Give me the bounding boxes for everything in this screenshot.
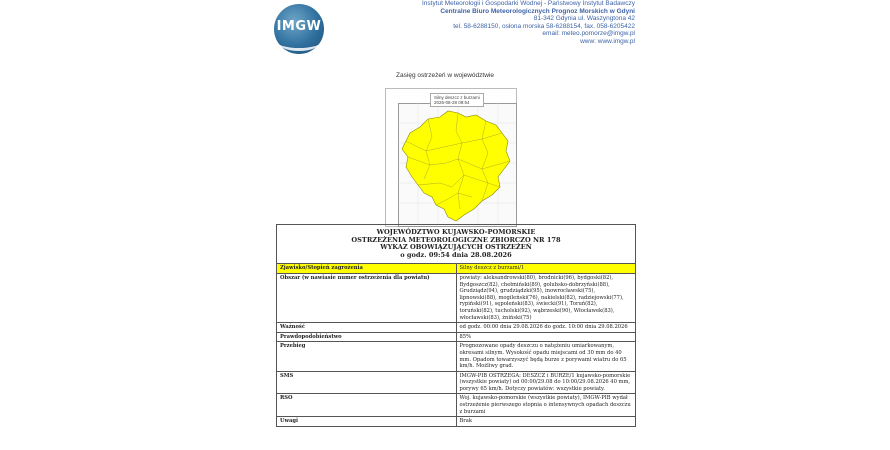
map-legend-timestamp: 2026-08-28 09:54 — [434, 100, 470, 105]
header-line-institute: Instytut Meteorologii i Gospodarki Wodnej - Państwowy Instytut Badawczy — [421, 0, 635, 7]
rso-value: Woj. kujawsko-pomorskie (wszystkie powiaty), IMGW-PIB wydał ostrzeżenie pierwszego stopnia o intensywnych opadach deszczu z burzami — [456, 394, 636, 417]
sms-value: IMGW-PIB OSTRZEGA: DESZCZ i BURZE/1 kujawsko-pomorskie (wszystkie powiaty) od 00:00/29.08 do 10:00/29.08.2026 40 mm, porywy 65 km/h. Dotyczy powiatów: wszystkie powiaty. — [456, 371, 636, 394]
map-legend — [430, 93, 484, 107]
logo-arc — [278, 34, 320, 51]
imgw-logo — [274, 4, 324, 54]
header-line-bureau: Centralne Biuro Meteorologicznych Prognoz Morskich w Gdyni — [440, 7, 635, 15]
validity-row — [277, 323, 636, 333]
warning-map — [398, 103, 515, 225]
course-label: Przebieg — [277, 342, 457, 371]
bulletin-title — [277, 225, 636, 264]
bulletin-title-list: WYKAZ OBOWIĄZUJĄCYCH OSTRZEŻEŃ — [380, 243, 532, 252]
hazard-row — [277, 264, 636, 274]
logo-text: IMGW — [276, 19, 322, 34]
course-row — [277, 342, 636, 371]
area-value: powiaty: aleksandrowski(80), brodnicki(96), bydgoski(82), Bydgoszcz(82), chełmiński(89), golubsko-dobrzyński(88), Grudziądz(94), grudziądzki(95), inowrocławski(75), lipnowski(88), mogileński(76), nakielski(82), radziejowski(77), rypiński(91), sępoleński(83), świecki(91), Toruń(82), toruński(82), tucholski(92), wąbrzeski(90), Włocławek(83), włocławski(83), żniński(75) — [456, 273, 636, 322]
probability-value: 85% — [456, 332, 636, 342]
probability-row — [277, 332, 636, 342]
probability-label: Prawdopodobieństwo — [277, 332, 457, 342]
remarks-row — [277, 417, 636, 427]
header-line-email: email: meteo.pomorze@imgw.pl — [542, 30, 635, 38]
validity-value: od godz. 00:00 dnia 29.08.2026 do godz. 10:00 dnia 29.08.2026 — [456, 323, 636, 333]
region-warning-area — [402, 111, 510, 221]
rso-row — [277, 394, 636, 417]
institute-header — [422, 0, 635, 46]
hazard-value: Silny deszcz z burzami/1 — [456, 264, 636, 274]
bulletin-title-number: OSTRZEŻENIA METEOROLOGICZNE ZBIORCZO NR 178 — [351, 235, 561, 244]
validity-label: Ważność — [277, 323, 457, 333]
area-row — [277, 273, 636, 322]
sms-row — [277, 371, 636, 394]
warnings-table — [276, 224, 636, 427]
bulletin-title-region: WOJEWÓDZTWO KUJAWSKO-POMORSKIE — [376, 228, 536, 236]
remarks-value: Brak — [456, 417, 636, 427]
bulletin-title-time: o godz. 09:54 dnia 28.08.2026 — [400, 250, 512, 259]
header-line-address: 81-342 Gdynia ul. Waszyngtona 42 — [533, 15, 635, 23]
header-line-phone: tel. 58-6288150, osłona morska 58-6288154, fax. 058-6205422 — [453, 22, 635, 30]
map-legend-phenomenon: Silny deszcz z burzami — [434, 95, 480, 100]
header-line-www: www: www.imgw.pl — [580, 37, 635, 45]
map-title: Zasięg ostrzeżeń w województwie — [396, 72, 494, 79]
hazard-label: Zjawisko/Stopień zagrożenia — [277, 264, 457, 274]
course-value: Prognozowane opady deszczu o natężeniu umiarkowanym, okresami silnym. Wysokość opadu miejscami od 30 mm do 40 mm. Opadom towarzyszyć będą burze z porywami wiatru do 65 km/h. Możliwy grad. — [456, 342, 636, 371]
sms-label: SMS — [277, 371, 457, 394]
remarks-label: Uwagi — [277, 417, 457, 427]
area-label: Obszar (w nawiasie numer ostrzeżenia dla powiatu) — [277, 273, 457, 322]
rso-label: RSO — [277, 394, 457, 417]
